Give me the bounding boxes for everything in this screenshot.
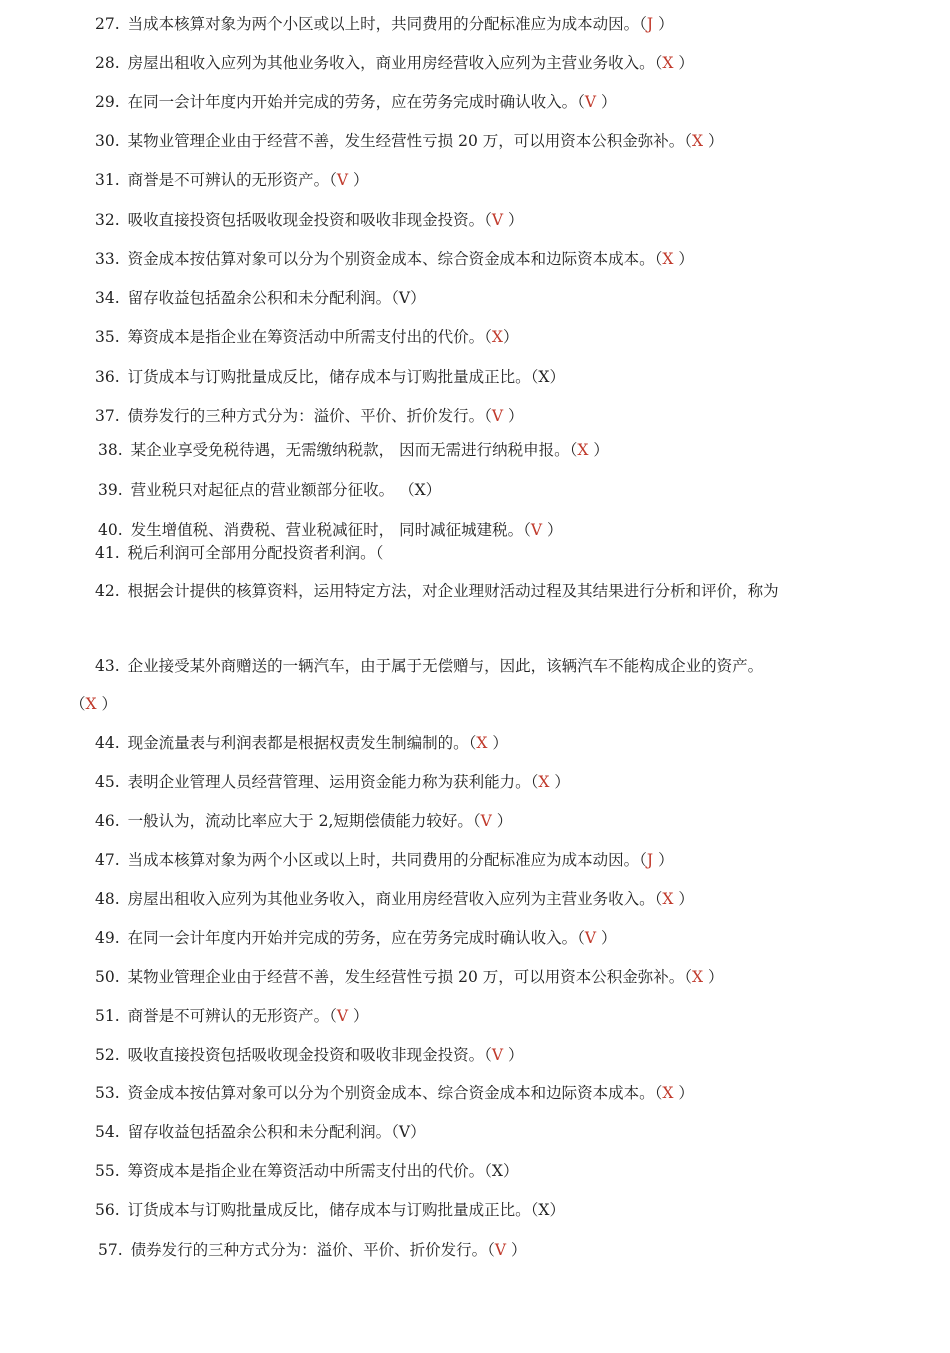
question-text: 债券发行的三种方式分为：溢价、平价、折价发行。（ [127, 407, 492, 425]
answer-bracket-close: ） [596, 93, 617, 111]
question-text: 资金成本按估算对象可以分为个别资金成本、综合资金成本和边际资本成本。（ [127, 1084, 663, 1102]
answer-mark: X [491, 328, 503, 346]
answer-bracket-close: ） [549, 1201, 565, 1219]
answer-mark: V [398, 289, 411, 307]
answer-bracket-close: ） [549, 773, 570, 791]
question-number: 49. [95, 929, 120, 947]
answer-bracket-close: ） [502, 328, 519, 346]
answer-mark: V [491, 1046, 504, 1064]
question-text: 当成本核算对象为两个小区或以上时，共同费用的分配标准应为成本动因。（ [127, 851, 647, 869]
question-line [98, 520, 562, 540]
question-text: 吸收直接投资包括吸收现金投资和吸收非现金投资。（ [127, 211, 492, 229]
question-number: 44. [95, 734, 120, 752]
answer-bracket-close: ） [348, 171, 369, 189]
question-text: 筹资成本是指企业在筹资活动中所需支付出的代价。（ [127, 328, 492, 346]
answer-bracket-close: ） [503, 211, 524, 229]
question-line [95, 131, 723, 151]
question-line [95, 1006, 369, 1026]
answer-mark: J [646, 15, 654, 33]
question-text: 订货成本与订购批量成反比，储存成本与订购批量成正比。（ [127, 1201, 539, 1219]
answer-bracket-close: ） [588, 441, 609, 459]
answer-mark: V [480, 812, 492, 830]
question-line [95, 772, 570, 792]
question-text: 发生增值税、消费税、营业税减征时， 同时减征城建税。（ [130, 521, 531, 539]
question-number: 36. [95, 368, 120, 386]
answer-mark: X [538, 773, 550, 791]
question-number: 33. [95, 250, 120, 268]
question-text: 某物业管理企业由于经营不善，发生经营性亏损 20 万，可以用资本公积金弥补。（ [127, 968, 692, 986]
answer-mark: V [494, 1241, 507, 1259]
answer-bracket-close: ） [673, 1084, 694, 1102]
question-number: 31. [95, 171, 120, 189]
question-text: 商誉是不可辨认的无形资产。（ [127, 1007, 337, 1025]
answer-bracket-close: ） [487, 734, 508, 752]
question-text: 某企业享受免税待遇，无需缴纳税款， 因而无需进行纳税申报。（ [130, 441, 578, 459]
question-line [95, 1083, 694, 1103]
question-text: 税后利润可全部用分配投资者利润。（ [127, 544, 384, 562]
answer-mark: V [584, 93, 597, 111]
answer-bracket-close: ） [491, 812, 513, 830]
question-text: 商誉是不可辨认的无形资产。（ [127, 171, 337, 189]
answer-mark: X [692, 968, 704, 986]
answer-bracket-close: ） [703, 968, 724, 986]
question-text: 在同一会计年度内开始并完成的劳务，应在劳务完成时确认收入。（ [127, 929, 585, 947]
answer-bracket-close: ） [503, 407, 524, 425]
question-text: 吸收直接投资包括吸收现金投资和吸收非现金投资。（ [127, 1046, 492, 1064]
question-line [95, 367, 565, 387]
answer-mark: X [491, 1162, 503, 1180]
question-number: 35. [95, 328, 120, 346]
question-number: 34. [95, 289, 120, 307]
question-text: 房屋出租收入应列为其他业务收入，商业用房经营收入应列为主营业务收入。（ [127, 54, 663, 72]
question-line [95, 1161, 518, 1181]
question-number: 42. [95, 582, 120, 600]
answer-bracket-close: ） [410, 289, 426, 307]
answer-mark: X [414, 481, 426, 499]
question-text: 某物业管理企业由于经营不善，发生经营性亏损 20 万，可以用资本公积金弥补。（ [127, 132, 692, 150]
question-line [95, 53, 694, 73]
question-text: 企业接受某外商赠送的一辆汽车，由于属于无偿赠与，因此，该辆汽车不能构成企业的资产。 [127, 657, 764, 675]
question-line [95, 543, 383, 563]
answer-bracket-close: ） [542, 521, 563, 539]
question-line [95, 967, 723, 987]
question-number: 51. [95, 1007, 120, 1025]
answer-bracket-close: ） [549, 368, 565, 386]
question-text: 表明企业管理人员经营管理、运用资金能力称为获利能力。（ [127, 773, 539, 791]
answer-bracket-close: ） [703, 132, 724, 150]
question-number: 37. [95, 407, 120, 425]
answer-bracket-close: ） [653, 851, 674, 869]
answer-mark: X [692, 132, 704, 150]
answer-mark: V [530, 521, 543, 539]
question-line [95, 92, 617, 112]
question-line [98, 480, 441, 500]
question-text: 订货成本与订购批量成反比，储存成本与订购批量成正比。（ [127, 368, 539, 386]
question-line [95, 928, 617, 948]
question-number: 56. [95, 1201, 120, 1219]
question-line [95, 170, 369, 190]
answer-mark: X [662, 250, 674, 268]
question-line [95, 733, 508, 753]
question-line [98, 440, 609, 460]
question-text: 筹资成本是指企业在筹资活动中所需支付出的代价。（ [127, 1162, 492, 1180]
question-text: 一般认为，流动比率应大于 2,短期偿债能力较好。（ [127, 812, 481, 830]
question-line [95, 14, 674, 34]
answer-mark: V [584, 929, 597, 947]
question-line [95, 406, 524, 426]
answer-mark: X [476, 734, 488, 752]
answer-mark: X [662, 890, 674, 908]
question-number: 38. [98, 441, 123, 459]
answer-mark: V [398, 1123, 411, 1141]
question-line [95, 656, 763, 676]
question-line [95, 1045, 524, 1065]
question-text: 房屋出租收入应列为其他业务收入，商业用房经营收入应列为主营业务收入。（ [127, 890, 663, 908]
question-line [95, 249, 694, 269]
question-text: 债券发行的三种方式分为：溢价、平价、折价发行。（ [130, 1241, 495, 1259]
question-number: 45. [95, 773, 120, 791]
answer-bracket-close: ） [503, 1046, 524, 1064]
question-line [98, 1240, 527, 1260]
question-line [95, 288, 426, 308]
answer-mark: V [491, 407, 504, 425]
answer-mark: V [491, 211, 504, 229]
question-number: 54. [95, 1123, 120, 1141]
question-line [95, 1122, 426, 1142]
question-text: 现金流量表与利润表都是根据权责发生制编制的。（ [127, 734, 477, 752]
answer-mark: V [336, 171, 349, 189]
question-number: 46. [95, 812, 120, 830]
answer-mark: V [336, 1007, 349, 1025]
question-number: 47. [95, 851, 120, 869]
answer-bracket-close: ） [596, 929, 617, 947]
question-number: 52. [95, 1046, 120, 1064]
answer-mark: X [538, 1201, 550, 1219]
answer-bracket-close: ） [348, 1007, 369, 1025]
question-number: 32. [95, 211, 120, 229]
question-number: 28. [95, 54, 120, 72]
question-line [95, 850, 674, 870]
question-number: 53. [95, 1084, 120, 1102]
answer-bracket-close: ） [425, 481, 442, 499]
question-number: 43. [95, 657, 120, 675]
question-text: 营业税只对起征点的营业额部分征收。 （ [130, 481, 415, 499]
answer-bracket-close: ） [653, 15, 674, 33]
answer-mark: X [662, 54, 674, 72]
question-text: 留存收益包括盈余公积和未分配利润。（ [127, 1123, 399, 1141]
answer-mark: J [646, 851, 654, 869]
question-line [95, 327, 518, 347]
question-text: 留存收益包括盈余公积和未分配利润。（ [127, 289, 399, 307]
question-line [70, 694, 117, 714]
question-text: 根据会计提供的核算资料，运用特定方法，对企业理财活动过程及其结果进行分析和评价，称为 [127, 582, 779, 600]
question-number: 40. [98, 521, 123, 539]
question-text: （ [70, 695, 86, 713]
answer-mark: X [577, 441, 589, 459]
question-text: 资金成本按估算对象可以分为个别资金成本、综合资金成本和边际资本成本。（ [127, 250, 663, 268]
answer-mark: X [538, 368, 550, 386]
question-text: 当成本核算对象为两个小区或以上时，共同费用的分配标准应为成本动因。（ [127, 15, 647, 33]
answer-bracket-close: ） [673, 250, 694, 268]
question-number: 48. [95, 890, 120, 908]
question-number: 55. [95, 1162, 120, 1180]
question-line [95, 1200, 565, 1220]
question-line [95, 210, 524, 230]
question-line [95, 811, 512, 831]
question-number: 41. [95, 544, 120, 562]
question-number: 27. [95, 15, 120, 33]
answer-bracket-close: ） [96, 695, 117, 713]
question-number: 29. [95, 93, 120, 111]
question-number: 57. [98, 1241, 123, 1259]
question-line [95, 889, 694, 909]
answer-bracket-close: ） [673, 54, 694, 72]
answer-bracket-close: ） [502, 1162, 519, 1180]
answer-bracket-close: ） [506, 1241, 527, 1259]
question-number: 39. [98, 481, 123, 499]
question-number: 50. [95, 968, 120, 986]
question-text: 在同一会计年度内开始并完成的劳务，应在劳务完成时确认收入。（ [127, 93, 585, 111]
answer-bracket-close: ） [410, 1123, 426, 1141]
answer-mark: X [662, 1084, 674, 1102]
answer-mark: X [85, 695, 97, 713]
answer-bracket-close: ） [673, 890, 694, 908]
question-line [95, 581, 779, 601]
question-number: 30. [95, 132, 120, 150]
